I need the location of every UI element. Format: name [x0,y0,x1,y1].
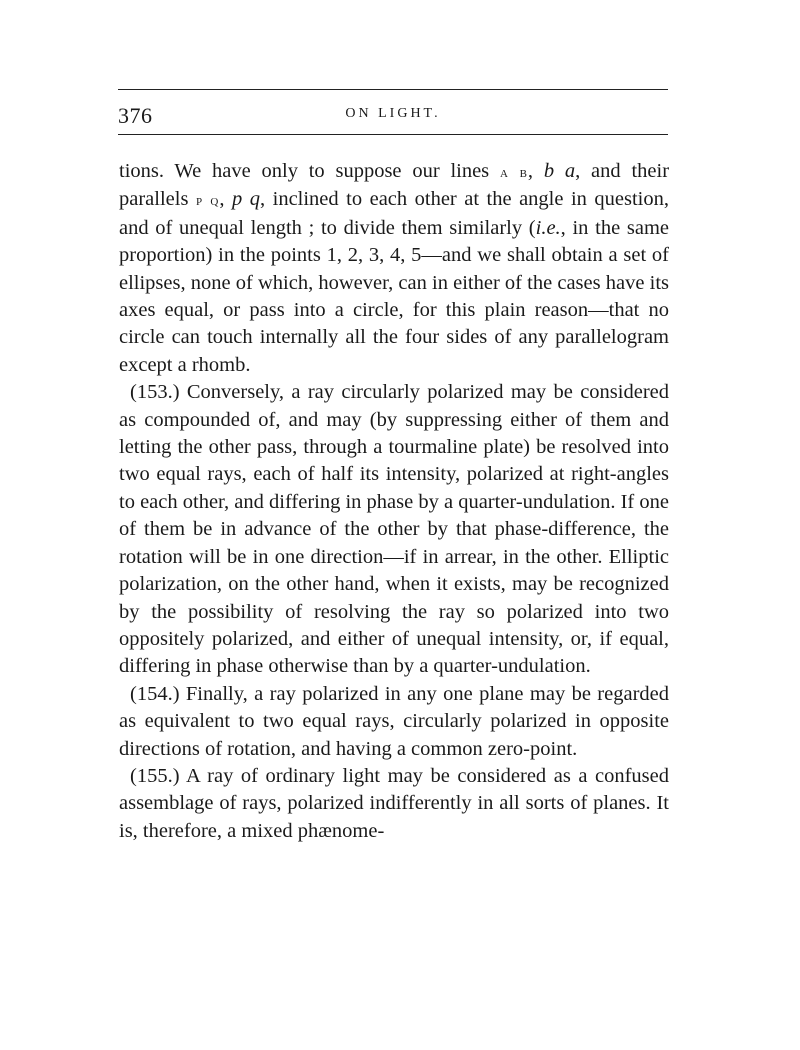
text-run: , [219,188,232,211]
italic-run: i.e. [535,216,561,239]
page-number: 376 [118,103,153,128]
header-rule-bottom [118,134,668,135]
paragraph-155: (155.) A ray of ordinary light may be considered as a confused assemblage of rays, polarized indifferently in all sorts of planes. It is, therefore, a mixed phænome- [119,764,669,842]
running-head: ON LIGHT. [345,106,441,121]
text-run: , and their parallels [119,160,670,211]
header-rule-top [118,89,668,90]
paragraph-continuation [119,158,669,379]
text-run: , in the same proportion) in the points 1, 2, 3, 4, 5—and we shall obtain a set of ellipses, none of which, however, can in either of the cases have its axes equal, or pass into a circle, for this plain reason—that no circle can touch internally all the four sides of any parallelogram except a rhomb. [119,216,669,376]
italic-run: p q [232,188,260,211]
paragraph-153: (153.) Conversely, a ray circularly polarized may be considered as compounded of, and may (by suppressing either of them and letting the other pass, through a tourmaline plate) be resolved into two equal rays, each of half its intensity, polarized at right-angles to each other, and differing in phase by a quarter-undulation. If one of them be in advance of the other by that phase-difference, the rotation will be in one direction—if in arrear, in the other. Elliptic polarization, on the other hand, when it exists, may be recognized by the possibility of resolving the ray so polarized into two oppositely polarized, and either of unequal intensity, or, if equal, differing in phase otherwise than by a quarter-undulation. [119,381,669,678]
page-body [119,158,669,845]
paragraph-154: (154.) Finally, a ray polarized in any one plane may be regarded as equivalent to two equal rays, circularly polarized in opposite directions of rotation, and having a common zero-point. [119,682,669,760]
italic-run: b a [543,160,576,182]
small-caps-run: p q [195,192,220,210]
small-caps-run: a b [499,164,528,181]
text-run: , [527,160,544,182]
text-run: tions. We have only to suppose our lines [119,160,500,182]
text-run: , inclined to each other at the angle in question, and of unequal length ; to divide them similarly ( [119,188,669,239]
